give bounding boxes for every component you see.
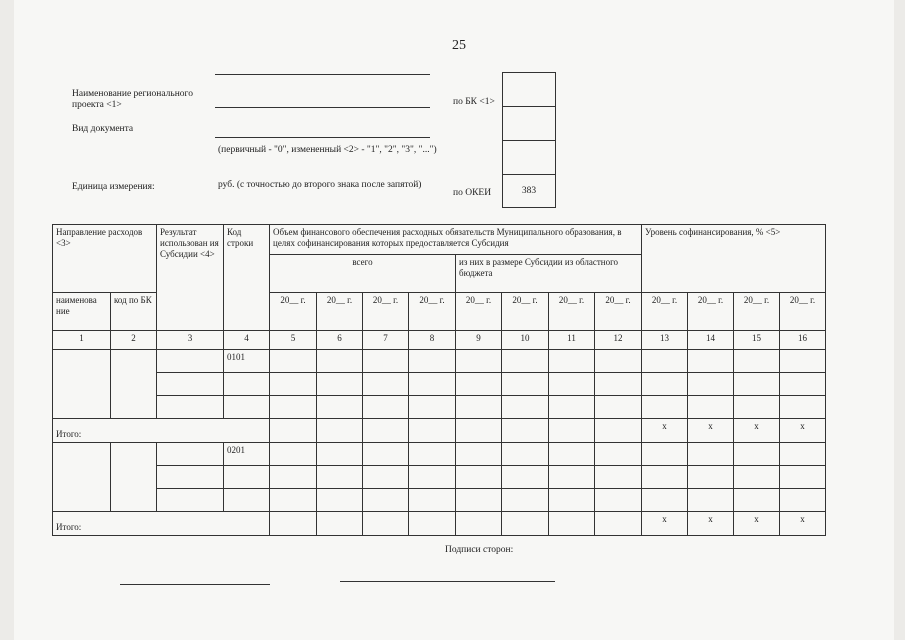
table-cell	[780, 489, 826, 512]
table-cell	[409, 489, 456, 512]
table-cell	[502, 419, 549, 443]
table-cell	[549, 512, 595, 536]
table-cell	[734, 396, 780, 419]
project-line-2	[215, 107, 430, 108]
col-number: 7	[363, 331, 409, 350]
year-header: 20__ г.	[688, 293, 734, 331]
table-cell	[549, 443, 595, 466]
col-number: 15	[734, 331, 780, 350]
year-header: 20__ г.	[734, 293, 780, 331]
table-cell	[595, 466, 642, 489]
table-cell	[363, 350, 409, 373]
h-subsidy: из них в размере Субсидии из областного бюджета	[456, 255, 642, 293]
direction-name-cell	[53, 350, 111, 419]
table-cell	[363, 489, 409, 512]
row-code: 0101	[224, 350, 270, 373]
row-code: 0201	[224, 443, 270, 466]
table-cell	[780, 350, 826, 373]
okei-code-cell: 383	[521, 186, 537, 196]
table-cell	[270, 443, 317, 466]
table-cell	[363, 512, 409, 536]
table-cell	[502, 466, 549, 489]
table-cell	[157, 350, 224, 373]
col-number: 12	[595, 331, 642, 350]
table-cell	[734, 489, 780, 512]
table-cell	[270, 419, 317, 443]
table-cell	[734, 373, 780, 396]
direction-bk-cell	[111, 350, 157, 419]
okei-label: по ОКЕИ	[453, 188, 492, 198]
table-cell	[780, 466, 826, 489]
table-cell	[734, 350, 780, 373]
table-cell	[595, 419, 642, 443]
table-cell	[409, 466, 456, 489]
year-header: 20__ г.	[409, 293, 456, 331]
h-code: Код строки	[224, 225, 270, 331]
table-cell	[549, 396, 595, 419]
table-cell	[595, 396, 642, 419]
h-volume: Объем финансового обеспечения расходных обязательств Муниципального образования, в целях софинансирования которых предоставляется Субсидия	[270, 225, 642, 255]
table-cell	[502, 350, 549, 373]
col-number: 5	[270, 331, 317, 350]
doc-type-hint: (первичный - "0", измененный <2> - "1", "2", "3", "...")	[218, 145, 437, 155]
doc-type-line	[215, 137, 430, 138]
signature-line-right	[340, 581, 555, 582]
table-cell	[642, 373, 688, 396]
table-cell	[456, 396, 502, 419]
table-cell	[157, 466, 224, 489]
table-cell	[688, 466, 734, 489]
col-number: 8	[409, 331, 456, 350]
table-cell	[224, 466, 270, 489]
table-cell	[317, 419, 363, 443]
table-cell	[502, 396, 549, 419]
table-cell	[549, 489, 595, 512]
x-mark: x	[734, 512, 780, 536]
table-cell	[363, 396, 409, 419]
table-cell	[642, 443, 688, 466]
table-cell	[456, 489, 502, 512]
col-number: 6	[317, 331, 363, 350]
table-cell	[688, 350, 734, 373]
table-cell	[642, 466, 688, 489]
table-cell	[734, 466, 780, 489]
table-cell	[157, 443, 224, 466]
table-cell	[224, 396, 270, 419]
x-mark: x	[642, 419, 688, 443]
table-cell	[502, 443, 549, 466]
table-cell	[270, 350, 317, 373]
year-header: 20__ г.	[456, 293, 502, 331]
x-mark: x	[734, 419, 780, 443]
table-cell	[456, 350, 502, 373]
direction-bk-cell	[111, 443, 157, 512]
table-cell	[642, 489, 688, 512]
itogo-label: Итого:	[53, 419, 270, 443]
x-mark: x	[642, 512, 688, 536]
col-number: 2	[111, 331, 157, 350]
col-number: 14	[688, 331, 734, 350]
unit-label: Единица измерения:	[72, 182, 155, 192]
table-cell	[688, 443, 734, 466]
blank-code-cell	[503, 141, 555, 175]
bk-label: по БК <1>	[453, 97, 495, 107]
table-cell	[456, 373, 502, 396]
signature-line-left	[120, 584, 270, 585]
year-header: 20__ г.	[642, 293, 688, 331]
col-number: 3	[157, 331, 224, 350]
table-cell	[409, 373, 456, 396]
table-cell	[456, 443, 502, 466]
table-cell	[595, 373, 642, 396]
project-line-1	[215, 74, 430, 75]
table-cell	[456, 512, 502, 536]
table-cell	[224, 373, 270, 396]
table-cell	[780, 373, 826, 396]
table-cell	[363, 443, 409, 466]
table-cell	[595, 350, 642, 373]
table-cell	[317, 489, 363, 512]
col-number: 11	[549, 331, 595, 350]
doc-type-label: Вид документа	[72, 124, 134, 134]
table-cell	[270, 512, 317, 536]
h-bk-code: код по БК	[111, 293, 157, 331]
code-box	[502, 72, 556, 208]
bk-code-cell	[503, 73, 555, 107]
table-cell	[734, 443, 780, 466]
table-cell	[270, 396, 317, 419]
h-total: всего	[270, 255, 456, 293]
table-cell	[157, 396, 224, 419]
col-number: 9	[456, 331, 502, 350]
project-label: Наименование регионального проекта <1>	[72, 89, 193, 110]
table-cell	[409, 396, 456, 419]
table-cell	[642, 396, 688, 419]
col-number: 10	[502, 331, 549, 350]
table-cell	[502, 489, 549, 512]
col-number: 13	[642, 331, 688, 350]
year-header: 20__ г.	[780, 293, 826, 331]
year-header: 20__ г.	[270, 293, 317, 331]
x-mark: x	[688, 512, 734, 536]
col-number: 4	[224, 331, 270, 350]
table-cell	[595, 443, 642, 466]
table-cell	[317, 466, 363, 489]
table-cell	[456, 419, 502, 443]
h-result: Результат использован ия Субсидии <4>	[157, 225, 224, 331]
table-cell	[270, 466, 317, 489]
year-header: 20__ г.	[549, 293, 595, 331]
col-number: 1	[53, 331, 111, 350]
table-cell	[317, 373, 363, 396]
page-number: 25	[452, 38, 466, 53]
table-cell	[317, 396, 363, 419]
signatures-label: Подписи сторон:	[445, 545, 514, 555]
table-cell	[595, 489, 642, 512]
col-number: 16	[780, 331, 826, 350]
direction-name-cell	[53, 443, 111, 512]
table-cell	[688, 489, 734, 512]
table-cell	[224, 489, 270, 512]
table-cell	[502, 512, 549, 536]
table-cell	[549, 350, 595, 373]
itogo-label: Итого:	[53, 512, 270, 536]
table-cell	[157, 373, 224, 396]
year-header: 20__ г.	[363, 293, 409, 331]
table-cell	[409, 350, 456, 373]
h-direction: Направление расходов <3>	[53, 225, 157, 293]
table-cell	[409, 512, 456, 536]
x-mark: x	[780, 419, 826, 443]
x-mark: x	[688, 419, 734, 443]
table-cell	[549, 373, 595, 396]
table-cell	[688, 373, 734, 396]
x-mark: x	[780, 512, 826, 536]
table-cell	[780, 396, 826, 419]
unit-value: руб. (с точностью до второго знака после запятой)	[218, 180, 422, 190]
table-cell	[157, 489, 224, 512]
table-cell	[549, 466, 595, 489]
year-header: 20__ г.	[595, 293, 642, 331]
h-name: наименова ние	[53, 293, 111, 331]
table-cell	[688, 396, 734, 419]
table-cell	[595, 512, 642, 536]
table-cell	[317, 350, 363, 373]
table-cell	[409, 443, 456, 466]
table-cell	[363, 373, 409, 396]
table-cell	[642, 350, 688, 373]
table-cell	[363, 466, 409, 489]
year-header: 20__ г.	[502, 293, 549, 331]
table-cell	[363, 419, 409, 443]
table-cell	[549, 419, 595, 443]
year-header: 20__ г.	[317, 293, 363, 331]
table-cell	[409, 419, 456, 443]
subsidy-table	[52, 224, 826, 536]
table-cell	[270, 489, 317, 512]
table-cell	[317, 512, 363, 536]
h-level: Уровень софинансирования, % <5>	[642, 225, 826, 293]
table-cell	[456, 466, 502, 489]
table-cell	[502, 373, 549, 396]
doc-type-code-cell	[503, 107, 555, 141]
table-cell	[780, 443, 826, 466]
table-cell	[317, 443, 363, 466]
table-cell	[270, 373, 317, 396]
